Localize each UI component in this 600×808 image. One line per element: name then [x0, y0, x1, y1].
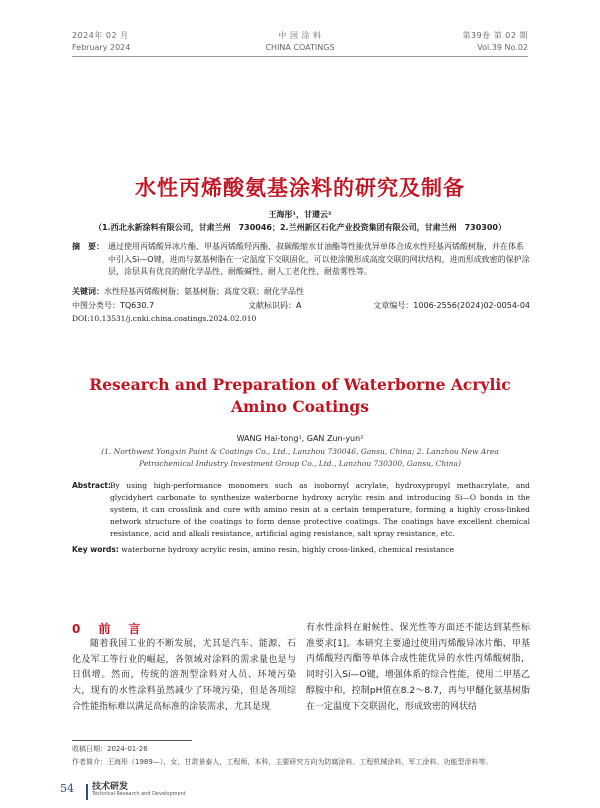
keywords-en-text: waterborne hydroxy acrylic resin, amino resin, highly cross-linked, chemical resistance — [121, 545, 455, 554]
header-journal-en: CHINA COATINGS — [265, 43, 335, 52]
header-rule — [72, 56, 528, 57]
keywords-cn-text: 水性羟基丙烯酸树脂；氨基树脂；高度交联；耐化学品性 — [104, 287, 304, 296]
keywords-cn-label: 关键词： — [72, 287, 104, 296]
abstract-en-text: By using high-performance monomers such as isobornyl acrylate, hydroxypropyl methacrylate, and glycidyhert carbonate to synthesize waterborne hydroxy acrylic resin and introducing Si—O bonds in the system, it can crosslink and cure with amino resin at a certain temperature, forming a highly cross-linked network structure of the coatings to form dense protective coatings. The coatings have excellent chemical resistance, acid and alkali resistance, artificial aging resistance, salt spray resistance, etc. — [110, 481, 530, 538]
section-heading: 0 前 言 — [72, 622, 144, 636]
body-column-left — [72, 637, 296, 716]
header-date-en: February 2024 — [72, 43, 131, 52]
keywords-cn — [72, 286, 530, 299]
doi: DOI:10.13531/j.cnki.china.coatings.2024.02.010 — [72, 314, 257, 323]
affiliation-cn: （1.西北永新涂料有限公司，甘肃兰州 730046；2.兰州新区石化产业投资集团有限公司，甘肃兰州 730300） — [93, 223, 506, 232]
article-number: 文章编号：1006-2556(2024)02-0054-04 — [373, 301, 530, 310]
header-journal-cn: 中 国 涂 料 — [278, 31, 322, 40]
header-date-cn: 2024年 02 月 — [72, 31, 129, 40]
header-volume-cn: 第39卷 第 02 期 — [462, 31, 528, 40]
keywords-en-label: Key words: — [72, 545, 119, 554]
abstract-cn-text: 通过使用丙烯酸异冰片酯、甲基丙烯酸羟丙酯、叔碳酸缩水甘油酯等性能优异单体合成水性羟基丙烯酸树脂，并在体系中引入Si—O键，进而与氨基树脂在一定温度下交联固化，可以使涂膜形成高度交联的网状结构，进而形成致密的保护涂层，涂层具有优良的耐化学品性、耐酸碱性、耐人工老化性、耐盐雾性等。 — [108, 242, 530, 276]
document-code: 文献标识码：A — [248, 301, 302, 310]
header-volume-en: Vol.39 No.02 — [477, 43, 528, 52]
footer-section-cn: 技术研发 — [92, 782, 129, 792]
title-en: Research and Preparation of Waterborne Acrylic Amino Coatings — [89, 375, 511, 416]
body-text-right: 有水性涂料在耐候性、保光性等方面还不能达到某些标准要求[1]。本研究主要通过使用丙烯酸异冰片酯、甲基丙烯酸羟丙酯等单体合成性能优异的水性丙烯酸树脂，同时引入Si—O键，增强体系的综合性能，使用二甲基乙醇胺中和，控制pH值在8.2～8.7，再与甲醚化氨基树脂在一定温度下交联固化，形成致密的网状结 — [306, 623, 530, 712]
keywords-en — [72, 544, 530, 556]
running-header-right — [463, 30, 529, 54]
received-date: 收稿日期：2024-01-26 — [72, 745, 148, 753]
body-text-left: 随着我国工业的不断发展，尤其是汽车、能源、石化及军工等行业的崛起，各领域对涂料的需求量也是与日俱增。然而，传统的溶剂型涂料对人员、环境污染大，现有的水性涂料虽然减少了环境污染，但是各项综合性能指标难以满足高标准的涂装需求，尤其是现 — [72, 639, 296, 712]
authors-cn: 王海彤¹，甘遵云² — [268, 210, 332, 219]
author-note: 作者简介：王海彤（1989—），女，甘肃景泰人，工程师，本科，主要研究方向为防腐涂料、工程机械涂料、军工涂料、功能型涂料等。 — [72, 758, 493, 766]
footnote-rule — [72, 740, 192, 741]
body-column-right — [306, 621, 530, 715]
footer-section-en: Technical Research and Development — [92, 791, 186, 797]
affiliation-en: (1. Northwest Yongxin Paint & Coatings Co., Ltd., Lanzhou 730046, Gansu, China; 2. Lanzhou New Area Petrochemical Industry Investment Group Co., Ltd., Lanzhou 730300, Gansu, China) — [101, 447, 499, 468]
page-number: 54 — [60, 782, 74, 795]
authors-en: WANG Hai-tong¹, GAN Zun-yun² — [236, 434, 364, 443]
title-cn: 水性丙烯酸氨基涂料的研究及制备 — [135, 176, 465, 200]
clc-number: 中图分类号：TQ630.7 — [72, 301, 155, 310]
footer-bar — [86, 784, 88, 800]
abstract-cn — [72, 241, 530, 276]
abstract-cn-label: 摘 要： — [72, 242, 104, 251]
abstract-en-label: Abstract: — [72, 481, 112, 490]
